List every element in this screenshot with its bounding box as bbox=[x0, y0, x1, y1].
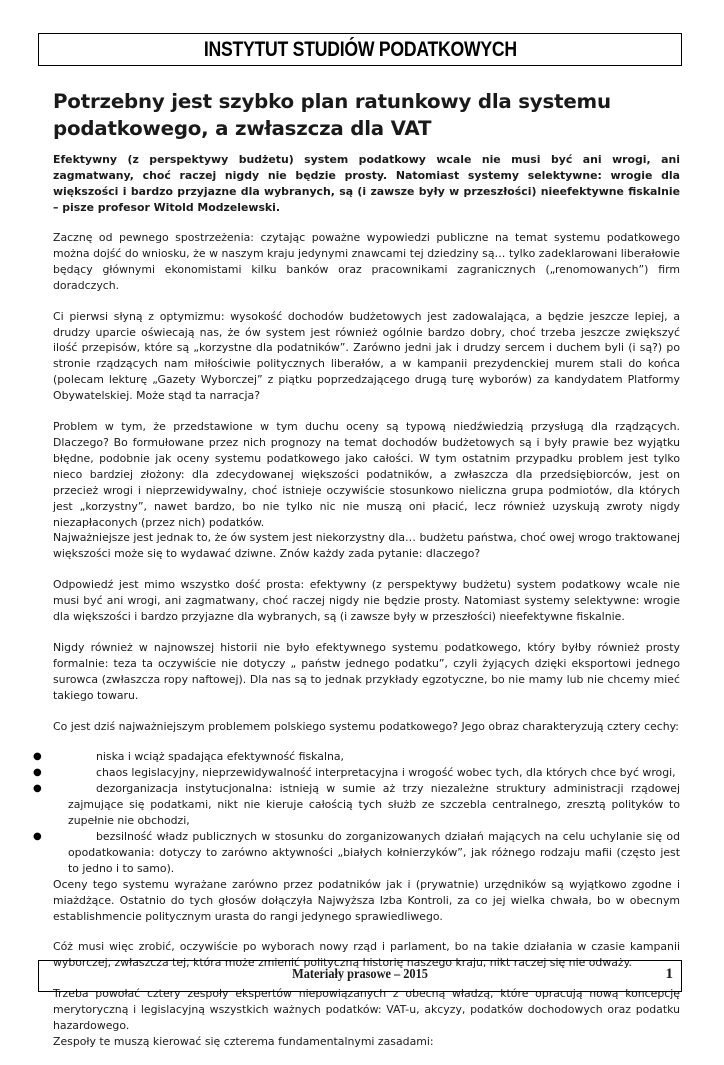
paragraph: Oceny tego systemu wyrażane zarówno przez podatników jak i (prywatnie) urzędników są wyjątkowo zgodne i miażdżące. Ostatnio do tych głosów dołączyła Najwyższa Izba Kontroli, za co jej wielka chwała, bo w obecnym establishmencie politycznym urasta do rangi jedynego sprawiedliwego. bbox=[53, 877, 680, 923]
list-item: ● dezorganizacja instytucjonalna: istnieją w sumie aż trzy niezależne struktury administracji rządowej zajmujące się podatkami, nikt nie kieruje całością tych służb ze szczebla centralnego, zresztą polityków to zupełnie nie obchodzi, bbox=[33, 782, 680, 828]
paragraph: Zacznę od pewnego spostrzeżenia: czytając poważne wypowiedzi publiczne na temat systemu podatkowego można dojść do wniosku, że w naszym kraju jedynymi znawcami tej dziedziny są… tylko zadeklarowani liberałowie będący głównymi ekonomistami kilku banków oraz pracownikami zagranicznych („renomowanych”) firm doradczych. bbox=[53, 231, 680, 292]
footer-label: Materiały prasowe – 2015 bbox=[292, 967, 428, 982]
paragraph: Nigdy również w najnowszej historii nie było efektywnego systemu podatkowego, który byłby również prosty formalnie: teza ta oczywiście nie dotyczy „ państw jednego podatku”, czyli żyjących dzięki eksportowi jednego surowca (zwłaszcza ropy naftowej). Dla nas są to jednak przykłady egzotyczne, bo nie mamy lub nie chcemy mieć takiego towaru. bbox=[53, 640, 680, 702]
bullet-icon: ● bbox=[33, 783, 42, 795]
institute-title: INSTYTUT STUDIÓW PODATKOWYCH bbox=[203, 37, 517, 61]
paragraph: Trzeba powołać cztery zespoły ekspertów niepowiązanych z obecną władzą, które opracują nową koncepcję merytoryczną i legislacyjną wszystkich ważnych podatków: VAT-u, akcyzy, podatków dochodowych oraz podatku hazardowego. bbox=[53, 987, 680, 1033]
list-item: ● chaos legislacyjny, nieprzewidywalność interpretacyjna i wrogość wobec tych, dla których chce być wrogi, bbox=[33, 766, 676, 780]
article-lead: Efektywny (z perspektywy budżetu) system podatkowy wcale nie musi być ani wrogi, ani zagmatwany, choć raczej nigdy nie będzie prosty. Natomiast systemy selektywne: wrogie dla większości i bardzo przyjazne dla wybranych, są (i zawsze były w przeszłości) nieefektywne fiskalnie – pisze profesor Witold Modzelewski. bbox=[53, 153, 680, 214]
features-list bbox=[33, 749, 680, 876]
paragraph: Cóż musi więc zrobić, oczywiście po wyborach nowy rząd i parlament, bo na takie działania w czasie kampanii wyborczej, zwłaszcza tej, która może zmienić polityczną historię naszego kraju, nikt raczej się nie odważy. bbox=[53, 940, 680, 970]
bullet-icon: ● bbox=[33, 767, 42, 779]
paragraph: Problem w tym, że przedstawione w tym duchu oceny są typową niedźwiedzią przysługą dla rządzących. Dlaczego? Bo formułowane przez nich prognozy na temat dochodów budżetowych są i były prawie bez wyjątku błędne, podobnie jak oceny systemu podatkowego jako całości. W tym ostatnim przypadku problem jest tylko nieco bardziej złożony: dla zdecydowanej większości podatników, a zwłaszcza dla przedsiębiorców, jest on przecież wrogi i nieprzewidywalny, choć istnieje oczywiście stosunkowo nieliczna grupa podmiotów, dla których jest „korzystny”, nawet bardzo, bo nie tylko nic nie muszą oni płacić, lecz również uzyskują zwroty nigdy niezapłaconych (przez nich) podatków. bbox=[53, 420, 680, 529]
list-item: ● niska i wciąż spadająca efektywność fiskalna, bbox=[33, 750, 345, 764]
paragraph: Najważniejsze jest jednak to, że ów system jest niekorzystny dla… budżetu państwa, choć owej wrogo traktowanej większości może się to wydawać dziwne. Znów każdy zada pytanie: dlaczego? bbox=[53, 531, 680, 561]
page-number: 1 bbox=[665, 966, 673, 982]
paragraph: Co jest dziś najważniejszym problemem polskiego systemu podatkowego? Jego obraz charakteryzują cztery cechy: bbox=[53, 719, 679, 733]
paragraph: Zespoły te muszą kierować się czterema fundamentalnymi zasadami: bbox=[53, 1034, 434, 1048]
paragraph: Odpowiedź jest mimo wszystko dość prosta: efektywny (z perspektywy budżetu) system podatkowy wcale nie musi być ani wrogi, ani zagmatwany, choć raczej nigdy nie będzie prosty. Natomiast systemy selektywne: wrogie dla większości i bardzo przyjazne dla wybranych, są (i zawsze były w przeszłości) nieefektywne fiskalnie. bbox=[53, 578, 680, 624]
article-title: Potrzebny jest szybko plan ratunkowy dla systemu podatkowego, a zwłaszcza dla VAT bbox=[53, 90, 611, 140]
paragraph: Ci pierwsi słyną z optymizmu: wysokość dochodów budżetowych jest zadowalająca, a będzie jeszcze lepiej, a drudzy uparcie oświecają nas, że ów system jest również ogólnie bardzo dobry, choć trzeba jeszcze zwiększyć ilość przepisów, które są „korzystne dla podatników”. Zarówno jedni jak i drudzy sercem i duchem byli (i są?) po stronie rządzących nam miłościwie politycznych liberałów, a w kampanii prezydenckiej murem stali do końca (polecam lekturę „Gazety Wyborczej” z piątku poprzedzającego drugą turę wyborów) za kandydatem Platformy Obywatelskiej. Może stąd ta narracja? bbox=[53, 309, 680, 403]
list-item: ● bezsilność władz publicznych w stosunku do zorganizowanych działań mających na celu uchylanie się od opodatkowania: dotyczy to zarówno aktywności „białych kołnierzyków”, jak różnego rodzaju mafii (często jest to jedno i to samo). bbox=[33, 830, 680, 875]
article-body bbox=[33, 88, 680, 1065]
bullet-icon: ● bbox=[33, 831, 42, 842]
bullet-icon: ● bbox=[33, 751, 42, 763]
header-box bbox=[38, 33, 682, 66]
footer-box bbox=[38, 960, 682, 992]
